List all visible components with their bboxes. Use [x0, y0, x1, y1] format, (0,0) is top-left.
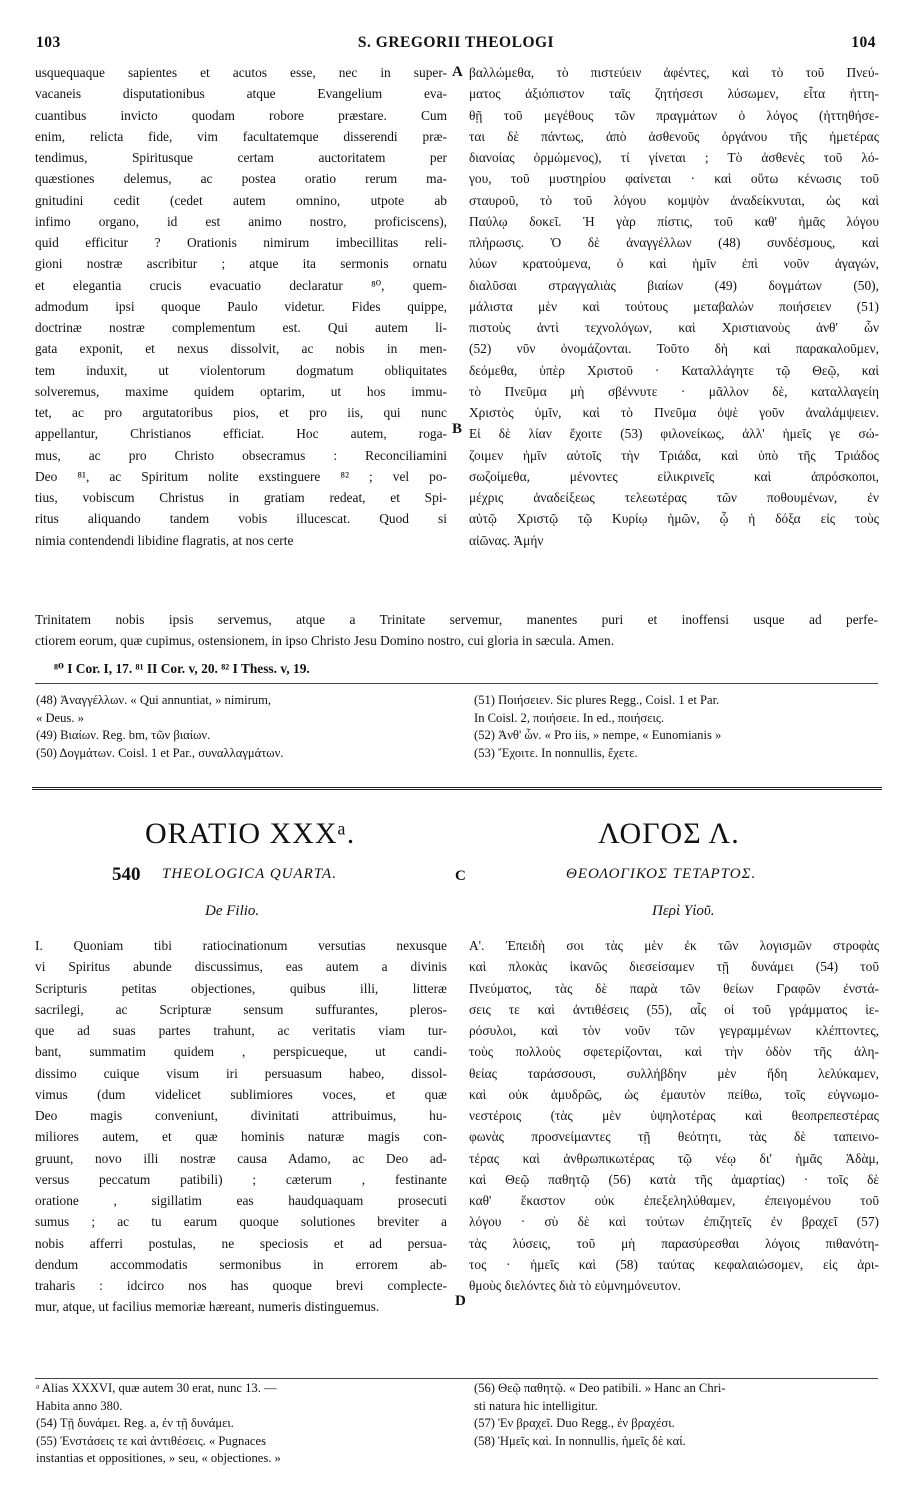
footnote-line: (53) Ἔχοιτε. In nonnullis, ἔχετε.: [474, 745, 638, 760]
text-line: πιστοὺς ἀντὶ τεχνολόγων, καὶ Χριστιανοὺς ἀνθ' ὧν: [469, 320, 879, 335]
text-line: θῇ τοῦ μεγέθους τῶν πραγμάτων ὁ λόγος (ἡττηθήσε-: [469, 107, 879, 123]
text-line: Trinitatem nobis ipsis servemus, atque a Trinitate servemur, manentes puri et inoffensi usque ad perfe-: [35, 612, 878, 627]
latin-subtitle: THEOLOGICA QUARTA.: [162, 866, 337, 882]
text-line: infimo organo, id est animo nostro, proficiscens),: [35, 213, 447, 229]
text-line: Παύλῳ δοκεῖ. Ἡ γὰρ πίστις, τοῦ καθ' ἡμᾶς λόγου: [469, 213, 879, 229]
margin-marker-c: C: [455, 868, 466, 884]
text-line: mur, atque, ut facilius memoriæ hæreant, numeris distinguemus.: [35, 1299, 380, 1315]
text-line: tius, vobiscum Christus in gratiam redeat, et Spi-: [35, 490, 447, 505]
text-line: vacaneis disputationibus atque Evangelium eva-: [35, 86, 447, 102]
text-line: sacrilegi, ac Scripturæ sensum suffurantes, pleros-: [35, 1001, 447, 1017]
text-line: ζοιμεν ἡμῖν αὐτοῖς τὴν Τριάδα, καὶ ὑπὸ τῆς Τριάδος: [469, 447, 879, 463]
text-line: mus, ac pro Christo obsecramus : Reconciliamini: [35, 447, 447, 463]
text-line: appellantur, Christianos efficiat. Hoc autem, roga-: [35, 426, 447, 442]
footnote-line: (57) Ἐν βραχεῖ. Duo Regg., ἐν βραχέσι.: [474, 1416, 675, 1430]
text-line: αἰῶνας. Ἀμήν: [469, 532, 544, 548]
latin-column-top: [35, 62, 447, 551]
text-line: καὶ οὐκ ἀμυδρῶς, ὡς ἐμαυτὸν πείθω, τοῖς εὐγνωμο-: [469, 1086, 879, 1102]
text-line: σωζοίμεθα, μένοντες εἰλικρινεῖς καὶ ἀπρόσκοποι,: [469, 468, 879, 484]
text-line: dissimo cuique visum iri persuasum habeo, dissol-: [35, 1065, 447, 1081]
footnote-line: Habita anno 380.: [36, 1398, 123, 1413]
margin-marker-b: B: [452, 421, 463, 437]
text-line: admodum ipsi quoque Paulo videtur. Fides quippe,: [35, 298, 447, 314]
text-line: τὰς λύσεις, τοῦ μὴ παρασύρεσθαι λόγοις πιθανότη-: [469, 1235, 879, 1251]
text-line: nobis afferri postulas, ne speciosis et ad persua-: [35, 1235, 447, 1251]
text-line: τέρας καὶ ἀνθρωπικωτέρας τῷ νέῳ δι' ἡμᾶς Ἀδὰμ,: [469, 1150, 879, 1166]
text-line: usquequaque sapientes et acutos esse, nec in super-: [35, 65, 447, 80]
footnotes-left-top: [36, 692, 456, 762]
text-line: σεις τε καὶ ἀντιθέσεις (55), αἷς οἱ τοῦ γράμματος ἱε-: [469, 1001, 879, 1017]
text-line: cuantibus invicto quodam robore præstare. Cum: [35, 107, 447, 123]
text-line: et elegantia crucis evacuatio declaratur ⁸⁰, quem-: [35, 277, 447, 293]
footnote-line: (56) Θεῷ παθητῷ. « Deo patibili. » Hanc an Chri-: [474, 1381, 726, 1395]
text-line: oratione , sigillatim eas haudquaquam prosecuti: [35, 1193, 447, 1208]
text-line: φωνὰς προσνείμαντες τῇ θεότητι, τὰς δὲ ταπεινο-: [469, 1129, 879, 1145]
text-line: δεόμεθα, ὑπὲρ Χριστοῦ · Καταλλάγητε τῷ Θεῷ, καὶ: [469, 362, 879, 378]
text-line: Deo ⁸¹, ac Spiritum nolite exstinguere ⁸² ; vel po-: [35, 468, 447, 484]
text-line: quæstiones delemus, ac postea oratio rerum ma-: [35, 171, 447, 187]
text-line: ται δὲ πάντως, ἀπὸ ἀσθενοῦς ὀργάνου τῆς ἡμετέρας: [469, 128, 879, 144]
footnote-line: (49) Βιαίων. Reg. bm, τῶν βιαίων.: [36, 728, 211, 742]
text-line: λύων κρατούμενα, ὁ καὶ ἡμῖν ἐπὶ νοῦν ἀγαγών,: [469, 256, 879, 272]
notes-divider-bottom: [35, 1378, 878, 1379]
text-line: Scripturis petitas objectiones, quibus illi, litteræ: [35, 980, 447, 996]
text-line: gnitudini cedit (cedet autem omnino, utpote ab: [35, 192, 447, 208]
text-line: Α'. Ἐπειδὴ σοι τὰς μὲν ἐκ τῶν λογισμῶν στροφὰς: [469, 938, 879, 953]
text-line: τος · ἡμεῖς καὶ (58) ταύτας κεφαλαιώσομεν, εἰς ἀρι-: [469, 1256, 879, 1272]
footnote-line: (55) Ἐνστάσεις τε καὶ ἀντιθέσεις. « Pugnaces: [36, 1433, 266, 1448]
text-line: que ad suas partes trahunt, ac veritatis viam tur-: [35, 1023, 447, 1038]
text-line: καθ' ἕκαστον οὐκ ἐπεξεληλύθαμεν, ἐπειγομένου τοῦ: [469, 1193, 879, 1208]
text-line: τοὺς πολλοὺς σφετερίζονται, καὶ τὴν ὁδὸν τῆς ἀλη-: [469, 1044, 879, 1060]
scripture-references: ⁸⁰ I Cor. I, 17. ⁸¹ II Cor. v, 20. ⁸² I Thess. v, 19.: [54, 661, 310, 676]
closing-paragraph: [35, 609, 878, 652]
footnote-line: ᵃ Alias XXXVI, quæ autem 30 erat, nunc 13. —: [36, 1381, 277, 1395]
text-line: νεστέροις (τὰς μὲν ὑψηλοτέρας καὶ θεοπρεπεστέρας: [469, 1108, 879, 1123]
notes-divider: [35, 683, 878, 684]
text-line: quid efficitur ? Orationis nimirum imbecillitas reli-: [35, 235, 447, 250]
footnote-line: (54) Τῇ δυνάμει. Reg. a, ἐν τῇ δυνάμει.: [36, 1416, 234, 1430]
margin-marker-d: D: [455, 1293, 466, 1309]
text-line: vimus (dum videlicet sublimiores voces, et quæ: [35, 1086, 447, 1102]
text-line: sumus ; ac tu earum quoque solutiones breviter a: [35, 1214, 447, 1230]
text-line: τὸ Πνεῦμα μὴ σβέννυτε · μᾶλλον δὲ, καταλλαγείη: [469, 383, 879, 399]
text-line: tet, ac pro argutatoribus pios, et pro iis, qui nunc: [35, 405, 447, 420]
margin-marker-a: A: [452, 64, 463, 80]
text-line: miliores autem, et quæ hominis naturæ magis con-: [35, 1129, 447, 1145]
section-divider: [32, 787, 882, 792]
text-line: καὶ Θεῷ παθητῷ (56) κατὰ τῆς ἁμαρτίας) · τοῖς δὲ: [469, 1171, 879, 1187]
page-number-right: 104: [851, 34, 876, 51]
text-line: gruunt, novo illi nostræ causa Adamo, ac Deo ad-: [35, 1150, 447, 1166]
greek-column-bottom: [469, 935, 879, 1296]
text-line: Πνεύματος, τὰς δὲ παρὰ τῶν θείων Γραφῶν ἐνστά-: [469, 980, 879, 996]
footnotes-left-bottom: [36, 1380, 456, 1468]
text-line: μάλιστα μὲν καὶ τούτους μεταβαλὼν ποιήσειεν (51): [469, 298, 879, 314]
text-line: traharis : idcirco nos has quoque brevi complecte-: [35, 1278, 447, 1293]
footnote-line: (52) Ἀνθ' ὧν. « Pro iis, » nempe, « Eunomianis »: [474, 728, 722, 742]
text-line: μέχρις ἀναδείξεως τελεωτέρας τῶν ποθουμένων, ἐν: [469, 490, 879, 505]
text-line: καὶ πλοκὰς ἱκανῶς διεσείσαμεν τῇ δυνάμει (54) τοῦ: [469, 959, 879, 975]
greek-subtitle: ΘΕΟΛΟΓΙΚΟΣ ΤΕΤΑΡΤΟΣ.: [566, 866, 757, 882]
footnotes-right-top: [474, 692, 879, 762]
greek-oration-title: ΛΟΓΟΣ Λ.: [598, 817, 740, 850]
text-line: gioni nostræ ascribitur ; atque ita sermonis ornatu: [35, 256, 447, 272]
text-line: θμοὺς διελόντες διὰ τὸ εὐμνημόνευτον.: [469, 1278, 681, 1293]
text-line: Εἰ δὲ λίαν ἔχοιτε (53) φιλονείκως, ἀλλ' ἡμεῖς γε σώ-: [469, 426, 879, 442]
text-line: dendum accommodatis sermonibus in errorem ab-: [35, 1256, 447, 1272]
text-line: (52) νῦν ὀνομάζονται. Τοῦτο δὴ καὶ παρακαλοῦμεν,: [469, 341, 879, 357]
text-line: ctiorem eorum, quæ cupimus, ostensionem, in ipso Christo Jesu Domino nostro, cui gloria in sæcula. Amen.: [35, 633, 615, 649]
footnotes-right-bottom: [474, 1380, 879, 1450]
text-line: ρόσυλοι, καὶ τὸν νοῦν τῶν γεγραμμένων κλέπτοντες,: [469, 1023, 879, 1038]
footnote-line: (48) Ἀναγγέλλων. « Qui annuntiat, » nimirum,: [36, 693, 272, 707]
text-line: πλήρωσις. Ὁ δὲ ἀναγγέλλων (48) συνδέσμους, καὶ: [469, 235, 879, 250]
footnote-line: (58) Ἡμεῖς καὶ. In nonnullis, ἡμεῖς δὲ καί.: [474, 1433, 686, 1448]
footnote-line: (50) Δογμάτων. Coisl. 1 et Par., συναλλαγμάτων.: [36, 745, 284, 760]
text-line: I. Quoniam tibi ratiocinationum versutias nexusque: [35, 938, 447, 953]
text-line: versus peccatum patibili) ; cæterum , festinante: [35, 1171, 447, 1187]
text-line: nimia contendendi libidine flagratis, at nos certe: [35, 532, 294, 548]
greek-topic: Περὶ Υἱοῦ.: [652, 903, 715, 919]
text-line: βαλλώμεθα, τὸ πιστεύειν ἀφέντες, καὶ τὸ τοῦ Πνεύ-: [469, 65, 879, 80]
text-line: ritus aliquando tandem vobis illucescat. Quod si: [35, 511, 447, 527]
running-title: S. GREGORII THEOLOGI: [357, 34, 555, 51]
text-line: enim, relicta fide, vim facultatemque disserendi præ-: [35, 128, 447, 144]
footnote-line: sti natura hic intelligitur.: [474, 1398, 598, 1413]
latin-oration-title: ORATIO XXXᵃ.: [145, 817, 356, 850]
footnote-line: (51) Ποιήσειεν. Sic plures Regg., Coisl. 1 et Par.: [474, 693, 720, 707]
column-number: 540: [112, 864, 141, 885]
text-line: gata exponit, et nexus dissolvit, ac nobis in men-: [35, 341, 447, 357]
page-number-left: 103: [36, 34, 61, 51]
text-line: λόγου · σὺ δὲ καὶ τούτων ἐπιζητεῖς ἐν βραχεῖ (57): [469, 1214, 879, 1230]
footnote-line: instantias et oppositiones, » seu, « objectiones. »: [36, 1451, 281, 1465]
text-line: διανοίας ὁρμώμενος), τί γίνεται ; Τὸ ἀσθενὲς τοῦ λό-: [469, 150, 879, 165]
text-line: doctrinæ nostræ complementum est. Qui autem li-: [35, 320, 447, 335]
text-line: Deo magis conveniunt, divinitati attribuimus, hu-: [35, 1108, 447, 1123]
text-line: bant, summatim quidem , perspicueque, ut candi-: [35, 1044, 447, 1060]
latin-topic: De Filio.: [205, 903, 260, 919]
text-line: vi Spiritus abunde discussimus, eas autem a divinis: [35, 959, 447, 975]
footnote-line: « Deus. »: [36, 710, 84, 725]
text-line: θείας ταράσσουσι, συλλήβδην μὲν ἤδη λελύκαμεν,: [469, 1065, 879, 1081]
text-line: γου, τοῦ μυστηρίου φαίνεται · καὶ οὕτω κένωσις τοῦ: [469, 171, 879, 187]
text-line: σταυροῦ, τὸ τοῦ λόγου κομψὸν ἀναδείκνυται, ὡς καὶ: [469, 192, 879, 208]
text-line: tendimus, Spiritusque certam auctoritatem per: [35, 150, 447, 165]
latin-column-bottom: [35, 935, 447, 1318]
text-line: αὐτῷ Χριστῷ τῷ Κυρίῳ ἡμῶν, ᾧ ἡ δόξα εἰς τοὺς: [469, 511, 879, 527]
text-line: διαλῦσαι στραγγαλιὰς βιαίων (49) δογμάτων (50),: [469, 277, 879, 293]
text-line: tem induxit, ut violentorum dogmatum obliquitates: [35, 362, 447, 378]
greek-column-top: [469, 62, 879, 551]
text-line: Χριστὸς ὑμῖν, καὶ τὸ Πνεῦμα ὀψὲ γοῦν ἀναλάμψειεν.: [469, 405, 879, 420]
text-line: solveremus, maxime quidem optarim, ut hos immu-: [35, 383, 447, 399]
text-line: ματος ἀξιόπιστον ταῖς ζητήσεσι λύσωμεν, εἶτα ἡττη-: [469, 86, 879, 102]
footnote-line: In Coisl. 2, ποιήσειε. In ed., ποιήσεις.: [474, 710, 665, 725]
